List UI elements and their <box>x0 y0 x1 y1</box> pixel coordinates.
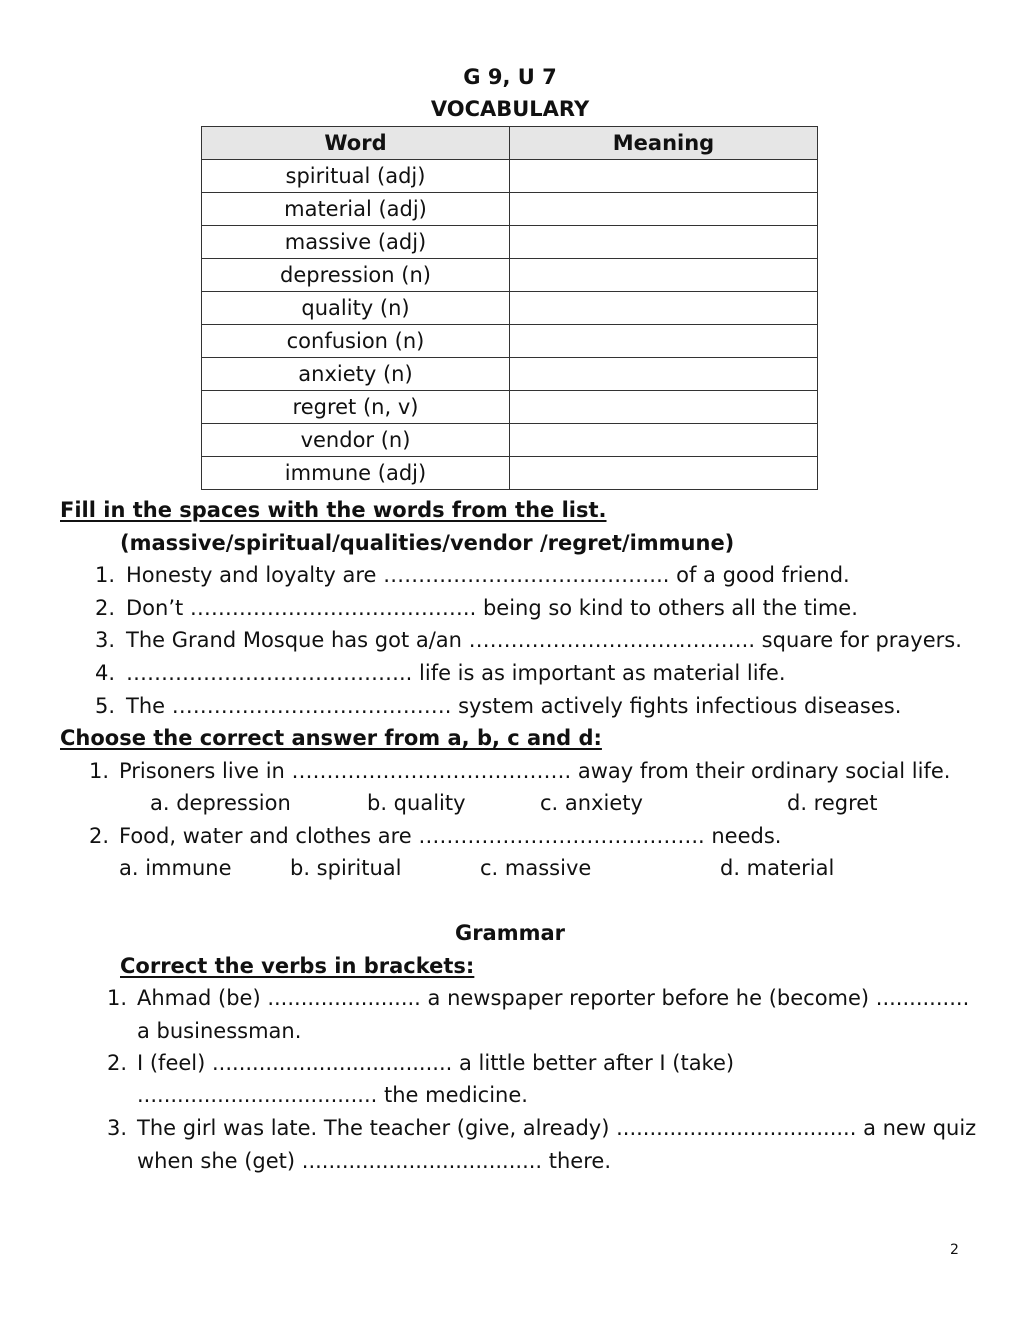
grammar-item-3-line1: The girl was late. The teacher (give, already) .................................... a new quiz <box>137 1116 977 1140</box>
table-row <box>202 193 818 226</box>
choose-heading: Choose the correct answer from a, b, c and d: <box>60 726 602 750</box>
grammar-item-1-line1: Ahmad (be) ....................... a newspaper reporter before he (become) .............. <box>137 986 970 1010</box>
table-row <box>202 391 818 424</box>
mcq-option[interactable]: d. regret <box>787 791 878 815</box>
fill-in-sentence-5: The …………………………………. system actively fights infectious diseases. <box>126 694 902 718</box>
grammar-heading: Correct the verbs in brackets: <box>120 954 475 978</box>
word-cell: anxiety (n) <box>202 358 510 391</box>
word-cell: massive (adj) <box>202 226 510 259</box>
mcq-option[interactable]: b. quality <box>367 791 466 815</box>
table-row <box>202 358 818 391</box>
mcq-question-2: Food, water and clothes are ………………………………….. needs. <box>119 824 782 848</box>
section-title-vocabulary: VOCABULARY <box>430 97 590 121</box>
mcq-option[interactable]: c. massive <box>480 856 592 880</box>
table-row <box>202 292 818 325</box>
list-item-number: 3. <box>95 628 116 652</box>
table-row <box>202 259 818 292</box>
word-cell: material (adj) <box>202 193 510 226</box>
mcq-option[interactable]: a. depression <box>150 791 291 815</box>
table-row <box>202 424 818 457</box>
word-cell: spiritual (adj) <box>202 160 510 193</box>
list-item-number: 2. <box>95 596 116 620</box>
table-row <box>202 226 818 259</box>
meaning-cell[interactable] <box>510 391 818 424</box>
meaning-cell[interactable] <box>510 325 818 358</box>
mcq-option[interactable]: d. material <box>720 856 835 880</box>
fill-in-sentence-4: ………………………………….. life is as important as material life. <box>126 661 786 685</box>
table-row <box>202 160 818 193</box>
table-row <box>202 325 818 358</box>
mcq-option[interactable]: c. anxiety <box>540 791 643 815</box>
page-title: G 9, U 7 <box>463 65 557 89</box>
fill-in-sentence-1: Honesty and loyalty are ………………………………….. of a good friend. <box>126 563 850 587</box>
meaning-cell[interactable] <box>510 193 818 226</box>
word-cell: immune (adj) <box>202 457 510 490</box>
word-cell: vendor (n) <box>202 424 510 457</box>
fill-in-sentence-3: The Grand Mosque has got a/an ………………………………….. square for prayers. <box>126 628 962 652</box>
grammar-item-1-line2: a businessman. <box>137 1019 302 1043</box>
word-cell: quality (n) <box>202 292 510 325</box>
table-row <box>202 457 818 490</box>
column-header-word: Word <box>202 127 510 160</box>
list-item-number: 4. <box>95 661 116 685</box>
grammar-item-3-line2: when she (get) .................................... there. <box>137 1149 611 1173</box>
meaning-cell[interactable] <box>510 226 818 259</box>
table-header-row <box>202 127 818 160</box>
word-cell: confusion (n) <box>202 325 510 358</box>
list-item-number: 5. <box>95 694 116 718</box>
section-title-grammar: Grammar <box>454 921 566 945</box>
word-cell: depression (n) <box>202 259 510 292</box>
list-item-number: 3. <box>107 1116 128 1140</box>
list-item-number: 1. <box>107 986 128 1010</box>
list-item-number: 1. <box>95 563 116 587</box>
fill-in-sentence-2: Don’t ………………………………….. being so kind to others all the time. <box>126 596 858 620</box>
grammar-item-2-line2: .................................... the medicine. <box>137 1083 528 1107</box>
list-item-number: 2. <box>89 824 110 848</box>
meaning-cell[interactable] <box>510 292 818 325</box>
word-cell: regret (n, v) <box>202 391 510 424</box>
column-header-meaning: Meaning <box>510 127 818 160</box>
vocabulary-table <box>201 126 818 490</box>
meaning-cell[interactable] <box>510 424 818 457</box>
list-item-number: 1. <box>89 759 110 783</box>
fill-in-heading: Fill in the spaces with the words from the list. <box>60 498 607 522</box>
mcq-option[interactable]: a. immune <box>119 856 232 880</box>
grammar-item-2-line1: I (feel) .................................... a little better after I (take) <box>137 1051 735 1075</box>
list-item-number: 2. <box>107 1051 128 1075</box>
meaning-cell[interactable] <box>510 259 818 292</box>
mcq-option[interactable]: b. spiritual <box>290 856 402 880</box>
meaning-cell[interactable] <box>510 160 818 193</box>
mcq-question-1: Prisoners live in …………………………………. away from their ordinary social life. <box>119 759 951 783</box>
meaning-cell[interactable] <box>510 358 818 391</box>
word-list: (massive/spiritual/qualities/vendor /regret/immune) <box>120 531 735 555</box>
meaning-cell[interactable] <box>510 457 818 490</box>
page-number: 2 <box>950 1242 959 1258</box>
